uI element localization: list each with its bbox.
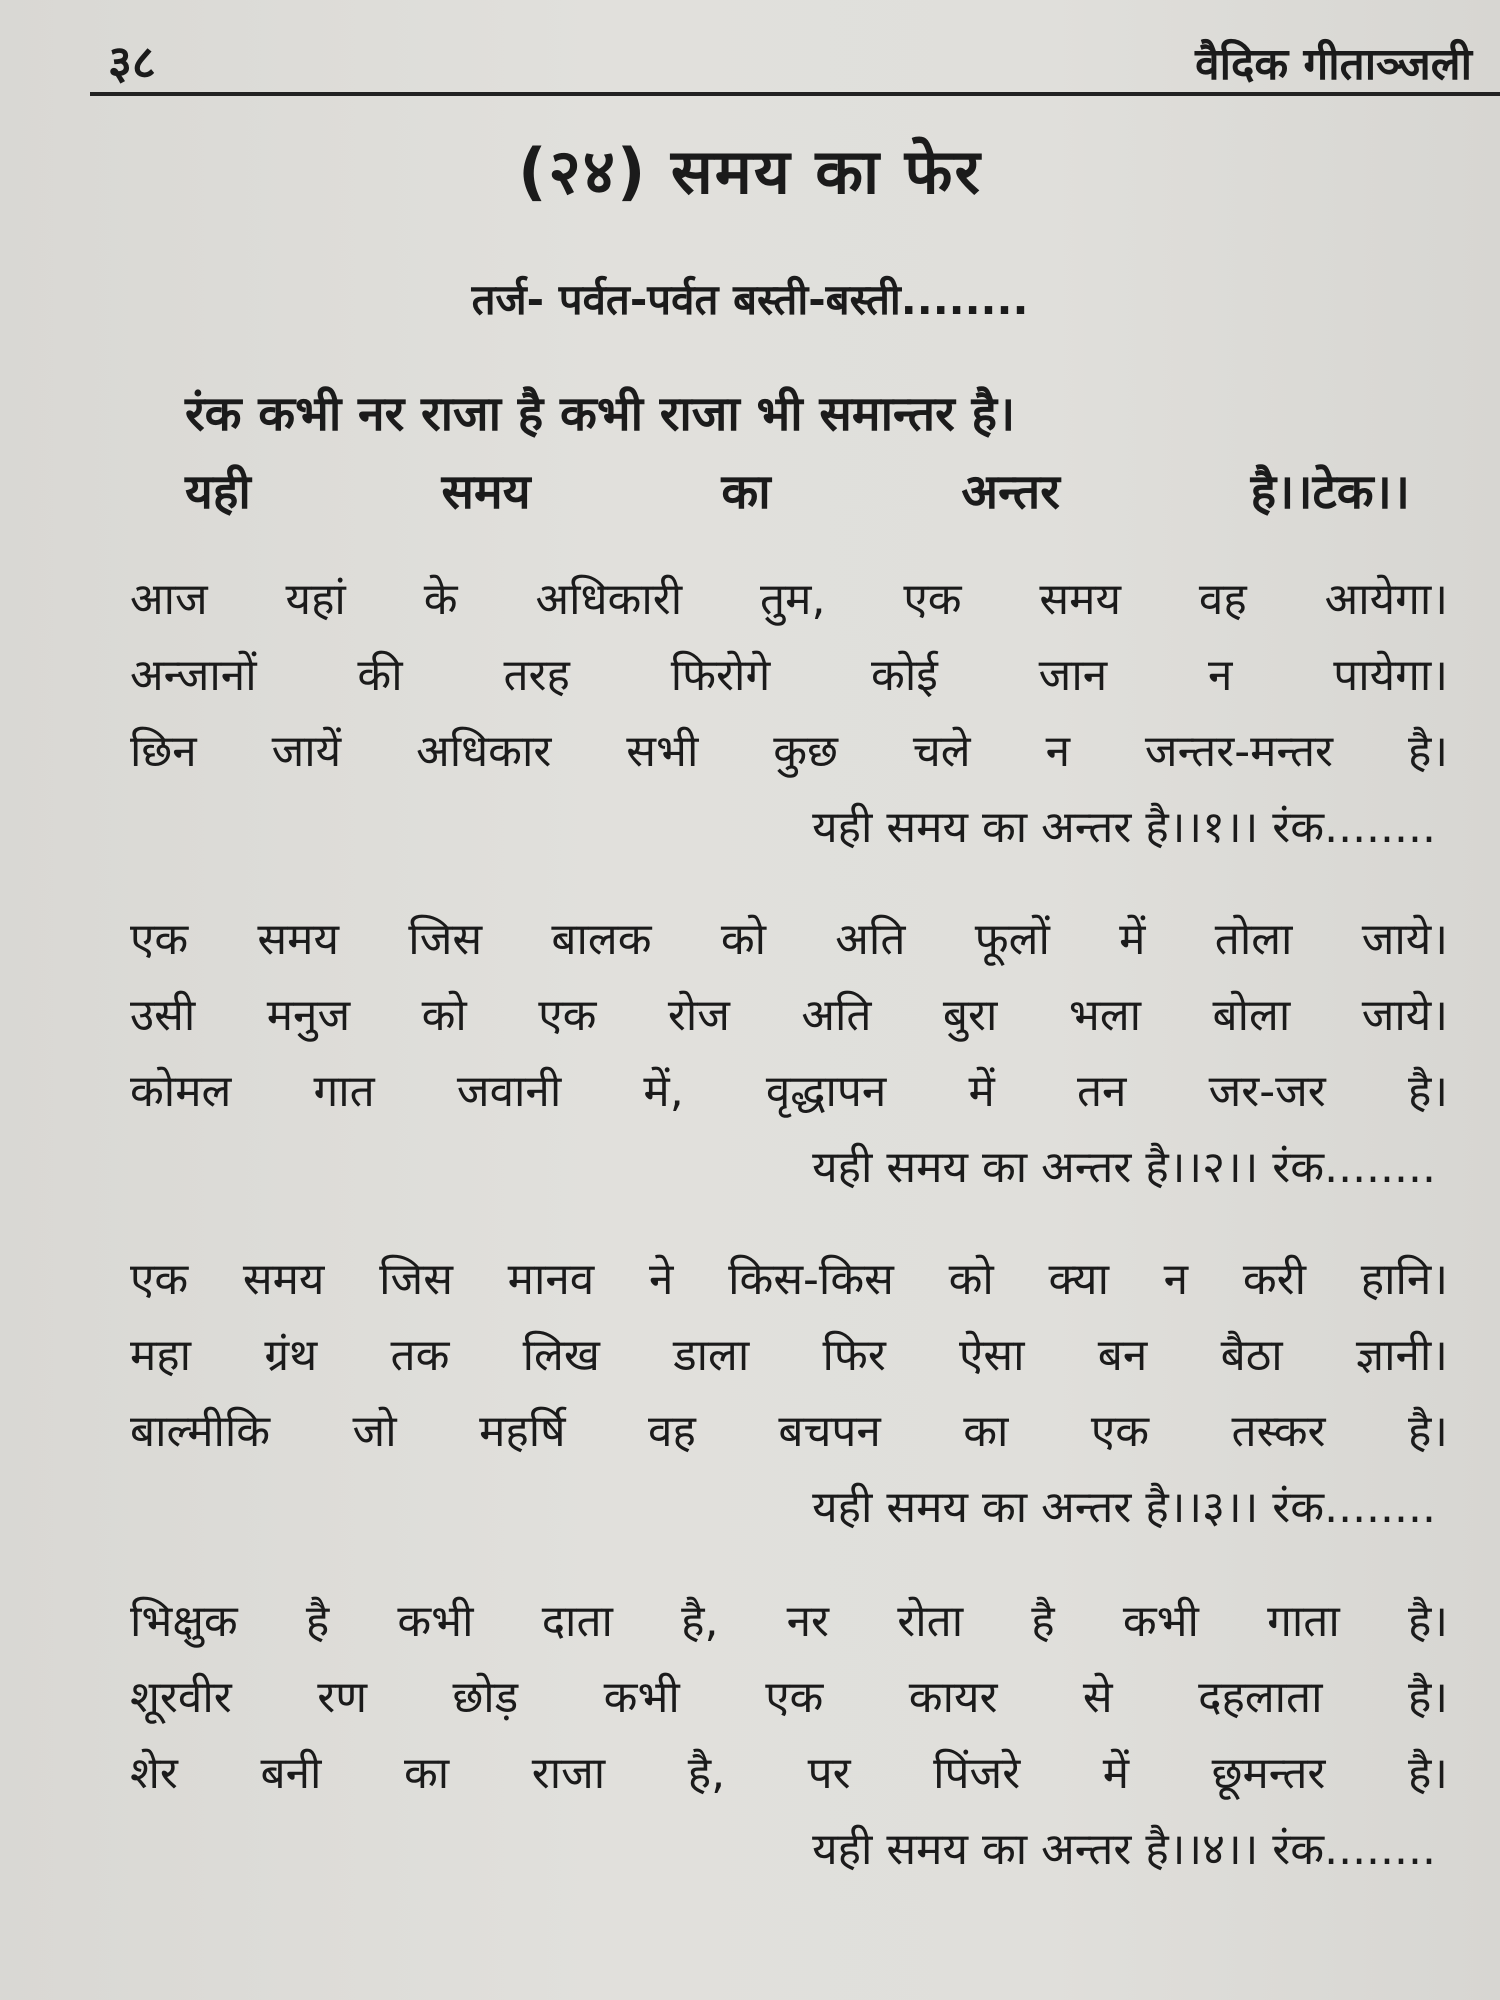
header-divider bbox=[90, 92, 1500, 96]
refrain-word: अन्तर bbox=[961, 464, 1060, 520]
stanza-line: महा ग्रंथ तक लिख डाला फिर ऐसा बन बैठा ज्ञानी। bbox=[130, 1330, 1448, 1381]
stanza-3 bbox=[130, 1242, 1448, 1546]
stanza-line: एक समय जिस मानव ने किस-किस को क्या न करी हानि। bbox=[130, 1254, 1448, 1305]
refrain-word: यही bbox=[185, 464, 251, 520]
stanza-chorus: यही समय का अन्तर है।।४।। रंक........ bbox=[812, 1824, 1436, 1875]
stanza-line: छिन जायें अधिकार सभी कुछ चले न जन्तर-मन्तर है। bbox=[130, 726, 1448, 777]
stanza-line: एक समय जिस बालक को अति फूलों में तोला जाये। bbox=[130, 914, 1448, 965]
refrain bbox=[185, 375, 1410, 531]
stanza-1 bbox=[130, 562, 1448, 866]
stanza-line: उसी मनुज को एक रोज अति बुरा भला बोला जाये। bbox=[130, 990, 1448, 1041]
stanza-line: शूरवीर रण छोड़ कभी एक कायर से दहलाता है। bbox=[130, 1672, 1448, 1723]
stanza-4 bbox=[130, 1584, 1448, 1888]
page-header bbox=[90, 20, 1500, 90]
stanza-line: बाल्मीकि जो महर्षि वह बचपन का एक तस्कर है। bbox=[130, 1406, 1448, 1457]
stanza-chorus: यही समय का अन्तर है।।३।। रंक........ bbox=[812, 1482, 1436, 1533]
book-title: वैदिक गीताञ्जली bbox=[1195, 39, 1472, 90]
song-tune: तर्ज- पर्वत-पर्वत बस्ती-बस्ती........ bbox=[471, 275, 1029, 324]
page-number: ३८ bbox=[108, 35, 156, 89]
stanza-line: कोमल गात जवानी में, वृद्धापन में तन जर-जर है। bbox=[130, 1066, 1448, 1117]
stanza-chorus: यही समय का अन्तर है।।१।। रंक........ bbox=[812, 802, 1436, 853]
refrain-word: का bbox=[721, 464, 771, 520]
refrain-line-2 bbox=[185, 453, 1410, 531]
refrain-word: समय bbox=[441, 464, 531, 520]
stanza-line: शेर बनी का राजा है, पर पिंजरे में छूमन्तर है। bbox=[130, 1748, 1448, 1799]
refrain-word: है।।टेक।। bbox=[1250, 464, 1410, 520]
song-title: (२४) समय का फेर bbox=[518, 135, 982, 208]
stanza-2 bbox=[130, 902, 1448, 1206]
stanza-line: भिक्षुक है कभी दाता है, नर रोता है कभी गाता है। bbox=[130, 1596, 1448, 1647]
stanza-chorus: यही समय का अन्तर है।।२।। रंक........ bbox=[812, 1142, 1436, 1193]
stanza-line: आज यहां के अधिकारी तुम, एक समय वह आयेगा। bbox=[130, 574, 1448, 625]
stanza-line: अन्जानों की तरह फिरोगे कोई जान न पायेगा। bbox=[130, 650, 1448, 701]
refrain-line-1: रंक कभी नर राजा है कभी राजा भी समान्तर है। bbox=[185, 386, 1016, 442]
